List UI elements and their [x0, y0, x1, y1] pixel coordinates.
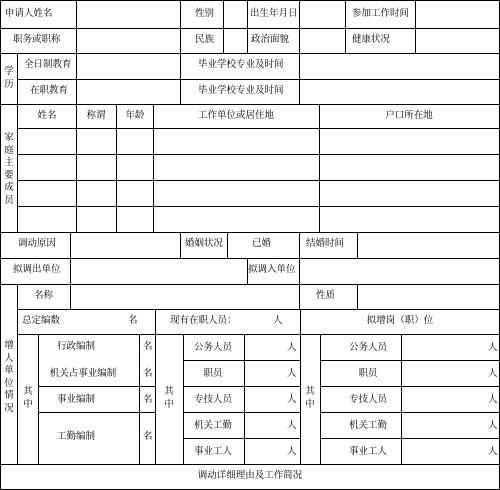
planned-type-tech: 专技人员	[348, 394, 388, 405]
current-clerk-unit: 人	[287, 368, 297, 379]
ethnicity-field[interactable]	[224, 29, 247, 53]
staffing-type-service: 工勤编制	[56, 431, 96, 442]
planned-type-org-worker: 机关工勤	[348, 420, 388, 431]
marital-status-value: 已婚	[252, 238, 272, 249]
position-title-field[interactable]	[77, 29, 180, 53]
rule-add-label	[17, 284, 18, 464]
rule-left-unit	[139, 334, 140, 464]
rule-r12-f	[345, 0, 346, 53]
family-row[interactable]	[18, 155, 499, 180]
family-header-age: 年龄	[125, 110, 145, 121]
rule-total-a	[155, 309, 156, 334]
rule-edu-label	[17, 53, 18, 104]
rule-left-edge	[0, 0, 1, 490]
planned-clerk-unit: 人	[488, 368, 498, 379]
marital-status-label: 婚姻状况	[185, 238, 224, 249]
rule-name-b	[299, 284, 300, 309]
current-type-public-worker: 事业工人	[193, 446, 233, 457]
education-section-label: 学历	[4, 66, 14, 90]
current-public-worker-count[interactable]	[245, 439, 285, 464]
rule-left-qz	[38, 334, 39, 464]
staffing-type-admin: 行政编制	[56, 341, 96, 352]
fulltime-education-label: 全日制教育	[24, 59, 72, 70]
political-status-label: 政治面貌	[251, 34, 290, 45]
marriage-date-label: 结婚时间	[306, 238, 345, 249]
family-row[interactable]	[18, 181, 499, 206]
applicant-name-field[interactable]	[77, 1, 180, 28]
rule-r12-d	[247, 0, 248, 53]
rule-left-end	[155, 334, 156, 464]
current-staff-label: 现有在职人员：	[170, 315, 237, 326]
staffing-org-public-count[interactable]	[118, 361, 139, 386]
planned-public-worker-count[interactable]	[402, 439, 486, 464]
planned-position-label: 拟增岗（职）位	[366, 315, 434, 326]
fulltime-school-label: 毕业学校专业及时间	[198, 59, 284, 70]
current-clerk-count[interactable]	[245, 361, 285, 386]
staffing-service-unit: 名	[143, 431, 153, 442]
family-header-workplace: 工作单位或居住地	[197, 110, 275, 121]
planned-type-civil: 公务人员	[348, 342, 388, 353]
inservice-education-field[interactable]	[77, 80, 180, 104]
current-tech-unit: 人	[287, 394, 297, 405]
birth-date-field[interactable]	[300, 1, 345, 28]
out-unit-label: 拟调出单位	[13, 264, 61, 275]
total-staff-field[interactable]	[80, 310, 125, 334]
current-org-worker-count[interactable]	[245, 413, 285, 438]
current-staff-unit: 人	[273, 315, 283, 326]
inservice-school-field[interactable]	[300, 80, 499, 104]
planned-tech-count[interactable]	[402, 387, 486, 412]
family-row[interactable]	[18, 207, 499, 232]
transfer-reason-label: 调动原因	[18, 238, 57, 249]
planned-civil-count[interactable]	[402, 335, 486, 360]
planned-qizhong-label: 其中	[305, 386, 315, 410]
planned-tech-unit: 人	[488, 394, 498, 405]
out-unit-field[interactable]	[71, 259, 247, 284]
health-label: 健康状况	[352, 34, 391, 45]
unit-nature-field[interactable]	[358, 285, 499, 309]
rule-right-start	[320, 334, 321, 464]
current-civil-count[interactable]	[245, 335, 285, 360]
current-tech-count[interactable]	[245, 387, 285, 412]
family-row[interactable]	[18, 129, 499, 154]
unit-nature-label: 性质	[316, 290, 336, 301]
fulltime-education-field[interactable]	[77, 54, 180, 79]
planned-type-public-worker: 事业工人	[348, 446, 388, 457]
in-unit-field[interactable]	[300, 259, 499, 284]
family-header-relation: 称谓	[86, 110, 106, 121]
current-staff-field[interactable]	[236, 310, 270, 334]
rule-reason-d	[299, 232, 300, 258]
rule-edu-b	[180, 53, 181, 104]
fulltime-school-field[interactable]	[300, 54, 499, 79]
ethnicity-label: 民族	[195, 34, 215, 45]
planned-clerk-count[interactable]	[402, 361, 486, 386]
rule-reason-b	[180, 232, 181, 258]
staffing-qizhong-label: 其中	[23, 386, 33, 410]
gender-field[interactable]	[224, 1, 247, 28]
inservice-school-label: 毕业学校专业及时间	[198, 85, 284, 96]
applicant-name-label: 申请人姓名	[5, 8, 53, 19]
position-title-label: 职务或职称	[13, 34, 61, 45]
current-public-worker-unit: 人	[287, 446, 297, 457]
staffing-admin-unit: 名	[143, 341, 153, 352]
gender-label: 性别	[195, 8, 215, 19]
family-header-name: 姓名	[37, 110, 57, 121]
work-start-label: 参加工作时间	[352, 8, 410, 19]
unit-name-label: 名称	[34, 290, 54, 301]
planned-type-clerk: 职员	[358, 368, 378, 379]
current-type-org-worker: 机关工勤	[193, 420, 233, 431]
staffing-type-public: 事业编制	[56, 394, 96, 405]
staffing-type-org-public: 机关占事业编制	[49, 368, 117, 379]
current-civil-unit: 人	[287, 342, 297, 353]
rule-total-b	[300, 309, 301, 464]
current-type-civil: 公务人员	[193, 342, 233, 353]
staffing-org-public-unit: 名	[143, 368, 153, 379]
planned-org-worker-count[interactable]	[402, 413, 486, 438]
rule-add-bottom	[0, 464, 500, 465]
planned-public-worker-unit: 人	[488, 446, 498, 457]
inservice-education-label: 在职教育	[30, 85, 69, 96]
rule-mid-qz	[183, 334, 184, 464]
rule-edu-bottom	[0, 104, 500, 105]
planned-org-worker-unit: 人	[488, 420, 498, 431]
work-start-field[interactable]	[416, 1, 499, 28]
current-org-worker-unit: 人	[287, 420, 297, 431]
transfer-reason-field[interactable]	[71, 233, 180, 258]
planned-civil-unit: 人	[488, 342, 498, 353]
current-type-tech: 专技人员	[193, 394, 233, 405]
family-section-label: 家庭主要成员	[4, 132, 14, 206]
staffing-admin-count[interactable]	[118, 335, 139, 360]
staffing-public-count[interactable]	[118, 387, 139, 412]
marriage-date-field[interactable]	[358, 233, 499, 258]
political-status-field[interactable]	[300, 29, 345, 53]
detail-reason-label: 调动详细理由及工作简况	[197, 470, 303, 481]
current-qizhong-label: 其中	[164, 386, 174, 410]
total-staff-label: 总定编数	[22, 315, 61, 326]
total-staff-unit: 名	[128, 315, 138, 326]
family-header-hukou: 户口所在地	[385, 110, 433, 121]
rule-r12-b	[180, 0, 181, 53]
current-type-clerk: 职员	[203, 368, 223, 379]
in-unit-label: 拟调入单位	[248, 264, 296, 275]
health-field[interactable]	[416, 29, 499, 53]
unit-name-field[interactable]	[71, 285, 299, 309]
staffing-service-count[interactable]	[118, 413, 139, 464]
staffing-public-unit: 名	[143, 394, 153, 405]
birth-date-label: 出生年月日	[250, 8, 298, 19]
add-unit-section-label: 增人单位情况	[4, 340, 14, 414]
